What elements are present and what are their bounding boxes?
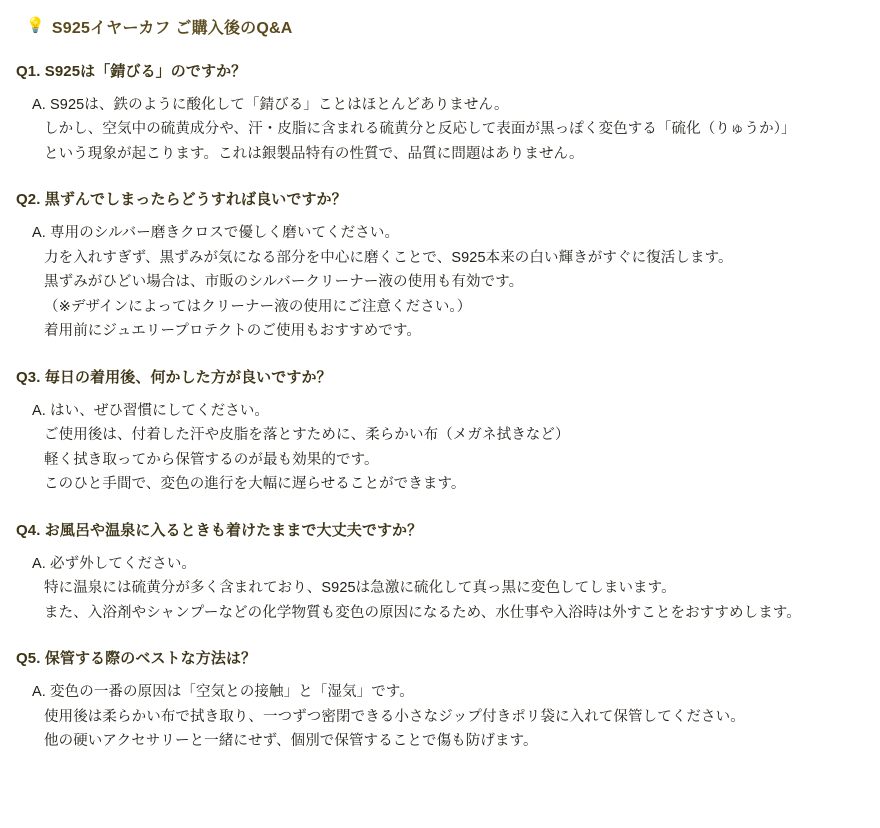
question-1: Q1. S925は「錆びる」のですか？ <box>16 63 247 80</box>
answer-line: A. 変色の一番の原因は「空気との接触」と「湿気」です。 <box>32 684 414 701</box>
qa-block <box>14 188 866 343</box>
answer-line: 着用前にジュエリープロテクトのご使用もおすすめです。 <box>44 323 421 340</box>
answer-line: しかし、空気中の硫黄成分や、汗・皮脂に含まれる硫黄分と反応して表面が黒っぽく変色する「硫化（りゅうか）」 <box>44 121 796 138</box>
answer-line: このひと手間で、変色の進行を大幅に遅らせることができます。 <box>44 476 466 493</box>
answer-line: A. 専用のシルバー磨きクロスで優しく磨いてください。 <box>32 225 400 242</box>
lightbulb-icon: 💡 <box>26 17 45 34</box>
answer-4 <box>14 553 866 625</box>
question-3: Q3. 毎日の着用後、何かした方が良いですか？ <box>16 368 332 386</box>
answer-line: ご使用後は、付着した汗や皮脂を落とすために、柔らかい布（メガネ拭きなど） <box>44 427 570 444</box>
question-4: Q4. お風呂や温泉に入るときも着けたままで大丈夫ですか？ <box>16 521 423 539</box>
qa-block <box>14 647 866 753</box>
answer-line: という現象が起こります。これは銀製品特有の性質で、品質に問題はありません。 <box>44 145 584 162</box>
question-5: Q5. 保管する際のベストな方法は？ <box>16 650 257 668</box>
answer-line: A. S925は、鉄のように酸化して「錆びる」ことはほとんどありません。 <box>32 97 509 113</box>
qa-block <box>14 60 866 166</box>
answer-1 <box>14 94 866 166</box>
answer-line: A. はい、ぜひ習慣にしてください。 <box>32 402 270 419</box>
qa-list <box>14 60 866 754</box>
answer-2 <box>14 222 866 343</box>
answer-3 <box>14 400 866 497</box>
answer-5 <box>14 681 866 753</box>
answer-line: 黒ずみがひどい場合は、市販のシルバークリーナー液の使用も有効です。 <box>44 274 524 291</box>
answer-line: A. 必ず外してください。 <box>32 555 197 572</box>
answer-line: 使用後は柔らかい布で拭き取り、一つずつ密閉できる小さなジップ付きポリ袋に入れて保管してください。 <box>44 708 745 725</box>
question-2: Q2. 黒ずんでしまったらどうすれば良いですか？ <box>16 191 347 209</box>
qa-block <box>14 519 866 625</box>
answer-line: 軽く拭き取ってから保管するのが最も効果的です。 <box>44 451 379 468</box>
qa-block <box>14 366 866 497</box>
answer-line: 特に温泉には硫黄分が多く含まれており、S925は急激に硫化して真っ黒に変色してしまいます。 <box>44 580 676 597</box>
page-title-text: S925イヤーカフ ご購入後のQ&A <box>51 20 293 37</box>
answer-line: （※デザインによってはクリーナー液の使用にご注意ください。） <box>44 298 472 315</box>
answer-line: また、入浴剤やシャンプーなどの化学物質も変色の原因になるため、水仕事や入浴時は外すことをおすすめします。 <box>44 604 801 621</box>
answer-line: 他の硬いアクセサリーと一緒にせず、個別で保管することで傷も防げます。 <box>44 733 538 750</box>
page-title <box>26 15 866 38</box>
answer-line: 力を入れすぎず、黒ずみが気になる部分を中心に磨くことで、S925本来の白い輝きがすぐに復活します。 <box>44 249 733 266</box>
